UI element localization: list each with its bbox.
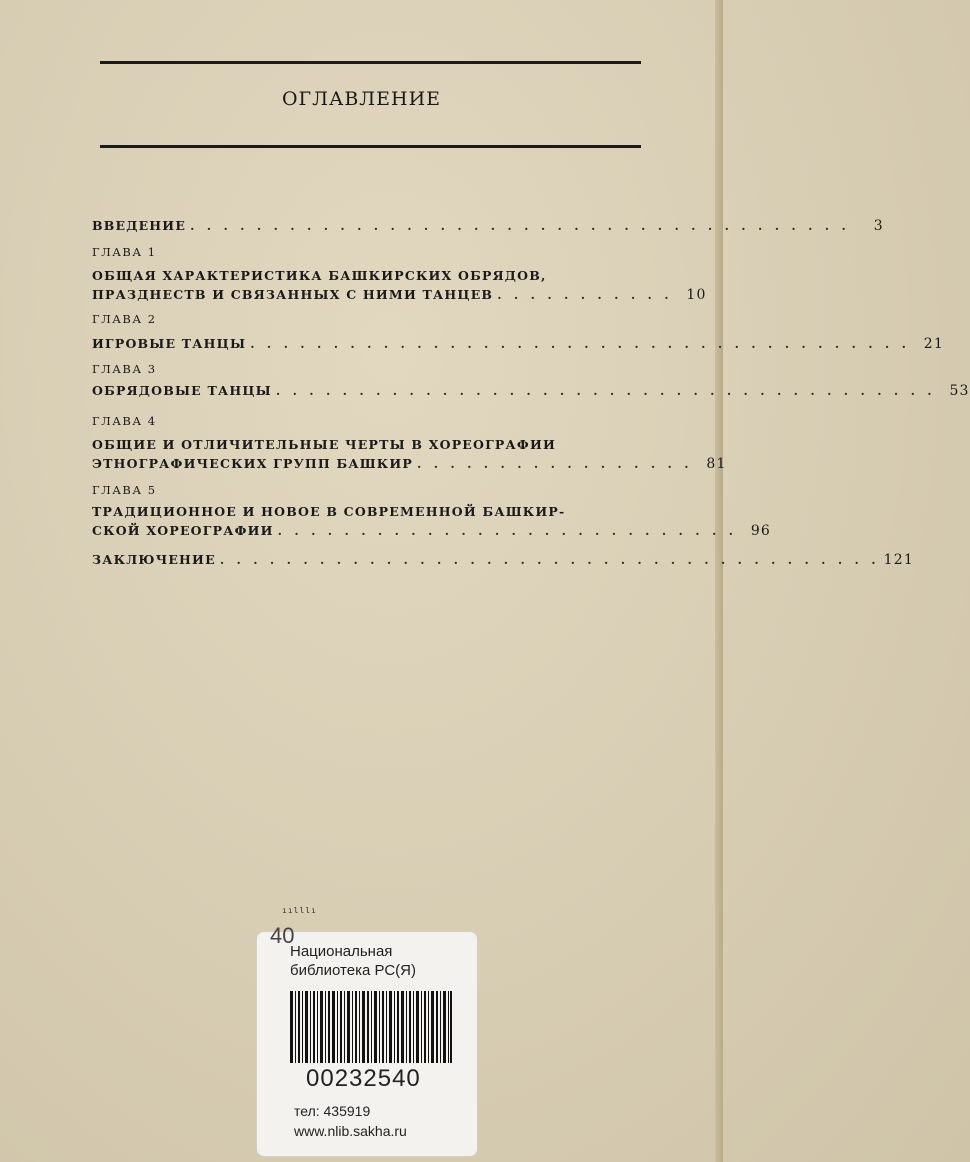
page-edge [715, 0, 723, 1162]
chapter-label-5: ГЛАВА 5 [92, 483, 157, 497]
toc-entry-outro[interactable] [92, 552, 914, 568]
toc-page: 10 [686, 287, 707, 303]
toc-label: ЭТНОГРАФИЧЕСКИХ ГРУПП БАШКИР [92, 456, 413, 471]
toc-label: ТРАДИЦИОННОЕ И НОВОЕ В СОВРЕМЕННОЙ БАШКИР- [92, 504, 566, 519]
toc-entry-ch1-line1[interactable] [92, 268, 640, 283]
leader-dots: . . . . . . . . . . . . . . . . . . . . . . . . . . . . . . . . . . . . . . . . [190, 218, 850, 233]
toc-label: ИГРОВЫЕ ТАНЦЫ [92, 336, 247, 351]
toc-label: ВВЕДЕНИЕ [92, 218, 187, 233]
leader-dots: . . . . . . . . . . . [497, 287, 673, 302]
toc-entry-ch5-line2[interactable] [92, 523, 772, 539]
toc-page: 121 [883, 552, 914, 568]
chapter-label-3: ГЛАВА 3 [92, 362, 157, 376]
library-name-line2: библиотека РС(Я) [290, 962, 416, 979]
chapter-label-2: ГЛАВА 2 [92, 312, 157, 326]
page-title: ОГЛАВЛЕНИЕ [281, 88, 442, 110]
phone-number: тел: 435919 [294, 1103, 371, 1119]
website: www.nlib.sakha.ru [294, 1123, 407, 1139]
toc-entry-ch4-line2[interactable] [92, 456, 727, 472]
library-sticker [256, 923, 478, 1157]
toc-label: ЗАКЛЮЧЕНИЕ [92, 552, 216, 567]
leader-dots: . . . . . . . . . . . . . . . . . . . . . . . . . . . . . . . . . . . . . . . . [275, 383, 936, 398]
toc-entry-ch4-line1[interactable] [92, 437, 640, 452]
chapter-label-4: ГЛАВА 4 [92, 414, 157, 428]
stamp-marks: ıılllı [282, 906, 317, 915]
toc-label: ОБРЯДОВЫЕ ТАНЦЫ [92, 383, 272, 398]
toc-page: 3 [873, 218, 884, 234]
barcode [290, 991, 452, 1063]
toc-entry-intro[interactable] [92, 218, 884, 234]
toc-entry-ch3[interactable] [92, 383, 970, 399]
toc-label: ПРАЗДНЕСТВ И СВЯЗАННЫХ С НИМИ ТАНЦЕВ [92, 287, 494, 302]
toc-entry-ch1-line2[interactable] [92, 287, 707, 303]
toc-page: 81 [706, 456, 727, 472]
leader-dots: . . . . . . . . . . . . . . . . . [416, 456, 693, 471]
leader-dots: . . . . . . . . . . . . . . . . . . . . . . . . . . . . . . . . . . . . . . . . [250, 336, 910, 351]
sticker-number: 40 [270, 923, 295, 948]
barcode-number: 00232540 [306, 1065, 421, 1092]
toc-page: 96 [750, 523, 772, 539]
top-rule [100, 61, 641, 64]
leader-dots: . . . . . . . . . . . . . . . . . . . . . . . . . . . . . . . . . . . . . . . . [219, 552, 880, 567]
toc-page: 21 [923, 336, 944, 352]
toc-entry-ch2[interactable] [92, 336, 944, 352]
library-name-line1: Национальная [290, 943, 393, 960]
toc-label: СКОЙ ХОРЕОГРАФИИ [92, 523, 274, 538]
toc-label: ОБЩАЯ ХАРАКТЕРИСТИКА БАШКИРСКИХ ОБРЯДОВ, [92, 268, 547, 283]
leader-dots: . . . . . . . . . . . . . . . . . . . . . . . . . . . . [277, 523, 738, 538]
toc-page: 53 [949, 383, 970, 399]
bottom-rule [100, 145, 641, 148]
chapter-label-1: ГЛАВА 1 [92, 245, 157, 259]
toc-entry-ch5-line1[interactable] [92, 504, 640, 519]
toc-label: ОБЩИЕ И ОТЛИЧИТЕЛЬНЫЕ ЧЕРТЫ В ХОРЕОГРАФИИ [92, 437, 556, 452]
